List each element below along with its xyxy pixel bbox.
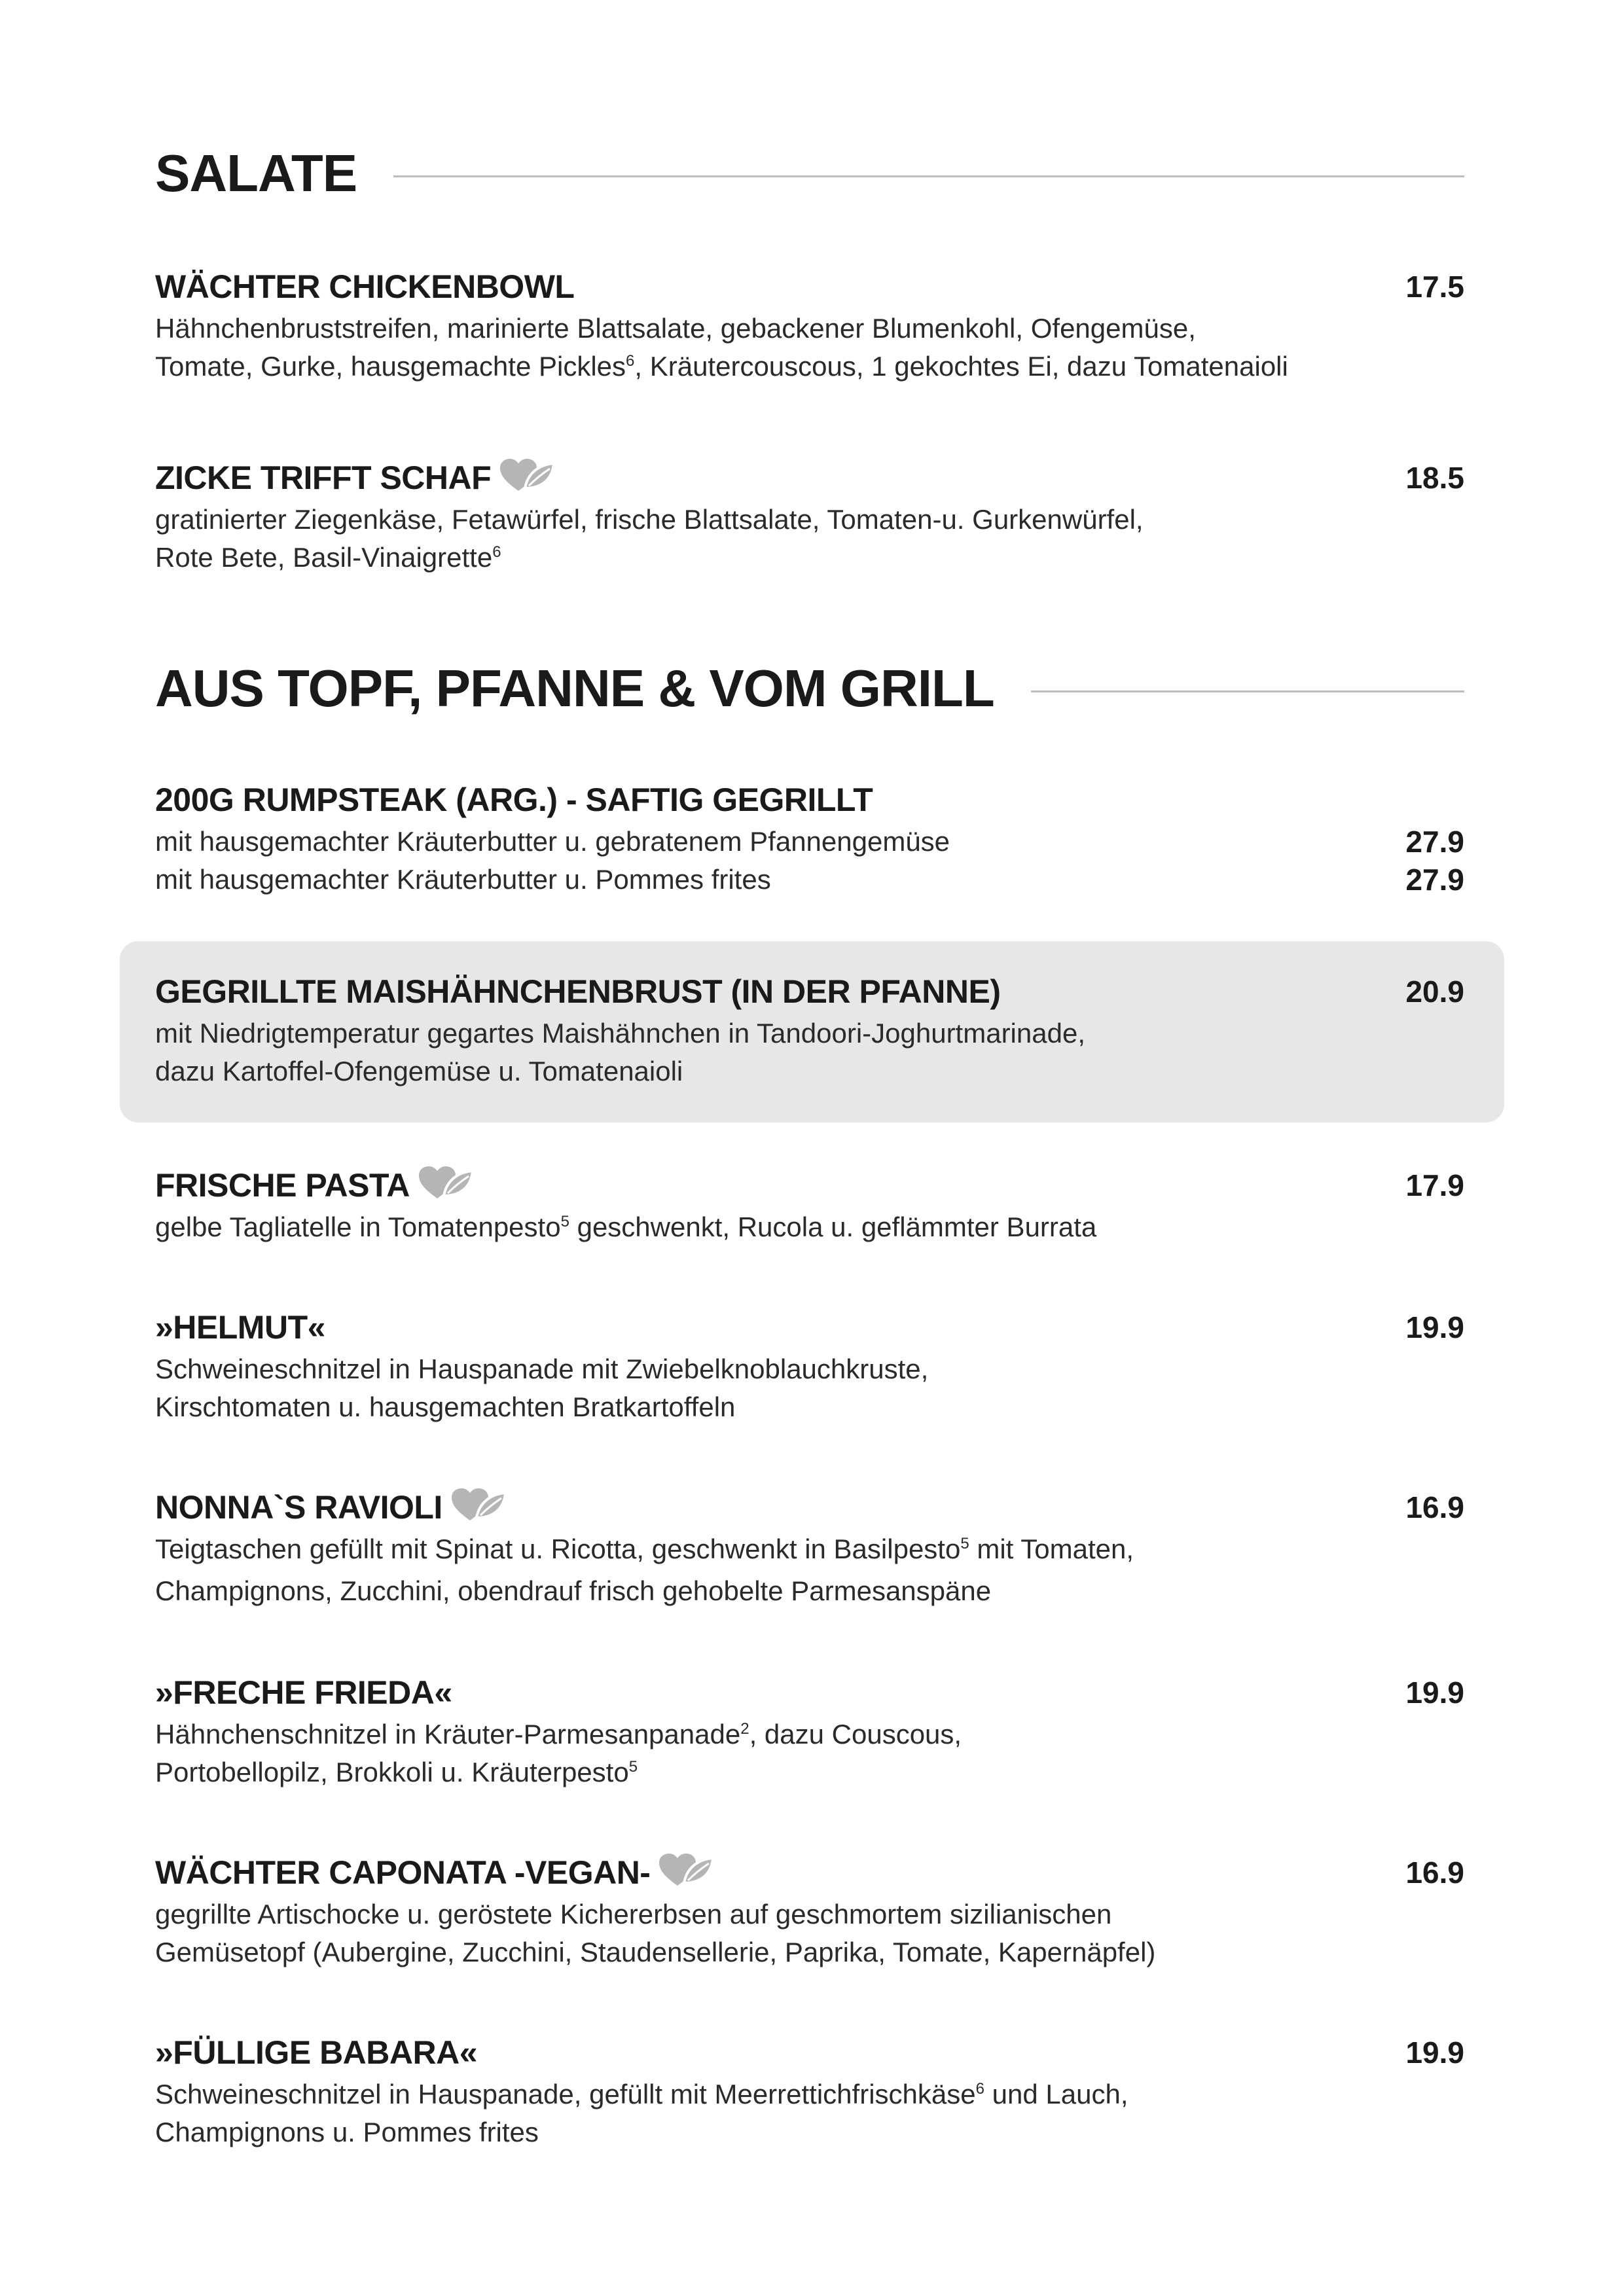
- description-line-cont: , Kräutercouscous, 1 gekochtes Ei, dazu Tomatenaioli: [634, 351, 1288, 382]
- item-price: 19.9: [1405, 1310, 1464, 1344]
- menu-item: [155, 1484, 1464, 1610]
- item-description: [155, 1895, 1464, 1971]
- menu-item: [155, 1670, 1464, 1791]
- item-header: [155, 1304, 1464, 1350]
- section-title: AUS TOPF, PFANNE & VOM GRILL: [155, 659, 994, 717]
- item-name: »FÜLLIGE BABARA«: [155, 2034, 478, 2071]
- item-price: 27.9: [1405, 825, 1464, 859]
- description-line: gelbe Tagliatelle in Tomatenpesto: [155, 1211, 561, 1242]
- item-description: [155, 1350, 1464, 1426]
- description-line: Schweineschnitzel in Hauspanade mit Zwiebelknoblauchkruste,: [155, 1354, 929, 1384]
- item-description: [155, 1715, 1464, 1791]
- item-description: [155, 1014, 1464, 1090]
- description-line: Portobellopilz, Brokkoli u. Kräuterpesto: [155, 1757, 629, 1787]
- allergen-note: 2: [740, 1720, 749, 1738]
- heart-leaf-icon: [499, 458, 555, 493]
- allergen-note: 5: [628, 1758, 638, 1776]
- item-price: 19.9: [1405, 1676, 1464, 1710]
- section-divider: [1031, 691, 1464, 692]
- item-name: »FRECHE FRIEDA«: [155, 1674, 452, 1711]
- item-header: [155, 969, 1464, 1014]
- heart-leaf-icon: [450, 1488, 507, 1523]
- item-name: »HELMUT«: [155, 1309, 325, 1346]
- item-name: ZICKE TRIFFT SCHAF: [155, 459, 492, 496]
- allergen-note: 5: [560, 1213, 569, 1230]
- menu-item: [155, 2030, 1464, 2151]
- menu-item: [155, 1162, 1464, 1246]
- section-title: SALATE: [155, 144, 357, 202]
- menu-item: [155, 264, 1464, 386]
- item-description: [155, 2075, 1464, 2151]
- item-price: 19.9: [1405, 2036, 1464, 2070]
- item-header: [155, 1162, 1464, 1208]
- allergen-note: 5: [960, 1535, 969, 1552]
- description-line: dazu Kartoffel-Ofengemüse u. Tomatenaioli: [155, 1056, 683, 1086]
- description-line: Rote Bete, Basil-Vinaigrette: [155, 542, 493, 573]
- description-line: Teigtaschen gefüllt mit Spinat u. Ricotta, geschwenkt in Basilpesto: [155, 1534, 961, 1564]
- item-header: [155, 2030, 1464, 2075]
- description-line: gratinierter Ziegenkäse, Fetawürfel, frische Blattsalate, Tomaten-u. Gurkenwürfel,: [155, 504, 1144, 535]
- item-description: [155, 823, 1464, 899]
- description-line: Kirschtomaten u. hausgemachten Bratkartoffeln: [155, 1391, 736, 1422]
- item-description: [155, 310, 1464, 386]
- item-name: GEGRILLTE MAISHÄHNCHENBRUST (IN DER PFANNE): [155, 973, 1001, 1010]
- item-price: 27.9: [1405, 863, 1464, 897]
- description-line-cont: , dazu Couscous,: [749, 1719, 962, 1749]
- description-line-cont: und Lauch,: [984, 2079, 1128, 2109]
- item-name: NONNA`S RAVIOLI: [155, 1489, 442, 1526]
- description-line-cont: geschwenkt, Rucola u. geflämmter Burrata: [569, 1211, 1097, 1242]
- description-line: Schweineschnitzel in Hauspanade, gefüllt mit Meerrettichfrischkäse: [155, 2079, 976, 2109]
- menu-item: [155, 455, 1464, 577]
- menu-item-highlighted: [155, 969, 1464, 1090]
- item-price: 17.5: [1405, 270, 1464, 304]
- section-header-salate: [155, 137, 1464, 209]
- item-price: 20.9: [1405, 975, 1464, 1009]
- item-header: [155, 455, 1464, 501]
- description-line: Hähnchenbruststreifen, marinierte Blattsalate, gebackener Blumenkohl, Ofengemüse,: [155, 313, 1196, 344]
- heart-leaf-icon: [658, 1853, 714, 1888]
- item-header: [155, 1850, 1464, 1895]
- item-name: WÄCHTER CAPONATA -VEGAN-: [155, 1854, 651, 1891]
- item-price: 18.5: [1405, 461, 1464, 495]
- item-header: [155, 777, 1464, 823]
- menu-item: [155, 1304, 1464, 1426]
- item-name: FRISCHE PASTA: [155, 1167, 410, 1204]
- item-name: 200G RUMPSTEAK (ARG.) - SAFTIG GEGRILLT: [155, 781, 873, 818]
- description-line: Hähnchenschnitzel in Kräuter-Parmesanpanade: [155, 1719, 741, 1749]
- description-line: Tomate, Gurke, hausgemachte Pickles: [155, 351, 626, 382]
- item-header: [155, 1484, 1464, 1530]
- description-line: gegrillte Artischocke u. geröstete Kichererbsen auf geschmortem sizilianischen: [155, 1899, 1112, 1929]
- section-header-grill: [155, 653, 1464, 725]
- item-header: [155, 1670, 1464, 1715]
- description-line-cont: mit Tomaten,: [969, 1534, 1134, 1564]
- description-line: Champignons, Zucchini, obendrauf frisch gehobelte Parmesanspäne: [155, 1575, 992, 1606]
- menu-item: [155, 777, 1464, 899]
- item-description: [155, 1530, 1464, 1610]
- item-price: 16.9: [1405, 1490, 1464, 1524]
- item-price: 16.9: [1405, 1856, 1464, 1890]
- description-line: Champignons u. Pommes frites: [155, 2117, 539, 2147]
- item-price: 17.9: [1405, 1168, 1464, 1202]
- allergen-note: 6: [626, 352, 635, 370]
- item-name: WÄCHTER CHICKENBOWL: [155, 268, 575, 305]
- heart-leaf-icon: [418, 1166, 474, 1201]
- description-line: Gemüsetopf (Aubergine, Zucchini, Staudensellerie, Paprika, Tomate, Kapernäpfel): [155, 1937, 1156, 1967]
- allergen-note: 6: [975, 2080, 984, 2098]
- section-divider: [393, 175, 1464, 177]
- allergen-note: 6: [492, 543, 501, 561]
- description-line: mit hausgemachter Kräuterbutter u. Pommes frites: [155, 864, 771, 895]
- item-description: [155, 1208, 1464, 1246]
- menu-item: [155, 1850, 1464, 1971]
- description-line: mit hausgemachter Kräuterbutter u. gebratenem Pfannengemüse: [155, 826, 950, 857]
- description-line: mit Niedrigtemperatur gegartes Maishähnchen in Tandoori-Joghurtmarinade,: [155, 1018, 1085, 1049]
- item-header: [155, 264, 1464, 310]
- item-description: [155, 501, 1464, 577]
